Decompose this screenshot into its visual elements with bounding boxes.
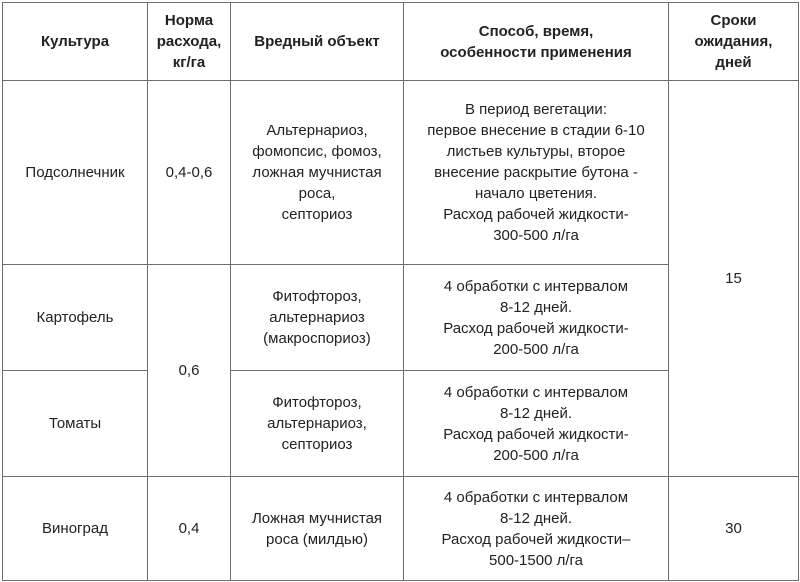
cell-rate: 0,4 bbox=[148, 477, 231, 581]
cell-method: 4 обработки с интервалом 8-12 дней. Расход рабочей жидкости- 200-500 л/га bbox=[404, 371, 669, 477]
cell-rate-merged: 0,6 bbox=[148, 265, 231, 477]
cell-culture: Картофель bbox=[3, 265, 148, 371]
cell-pest: Альтернариоз, фомопсис, фомоз, ложная мучнистая роса, септориоз bbox=[231, 81, 404, 265]
cell-culture: Виноград bbox=[3, 477, 148, 581]
header-pest: Вредный объект bbox=[231, 3, 404, 81]
cell-waiting-merged: 15 bbox=[669, 81, 799, 477]
header-rate: Норма расхода, кг/га bbox=[148, 3, 231, 81]
header-row bbox=[3, 3, 799, 81]
cell-method: 4 обработки с интервалом 8-12 дней. Расход рабочей жидкости– 500-1500 л/га bbox=[404, 477, 669, 581]
cell-culture: Подсолнечник bbox=[3, 81, 148, 265]
header-waiting: Сроки ожидания, дней bbox=[669, 3, 799, 81]
cell-pest: Ложная мучнистая роса (милдью) bbox=[231, 477, 404, 581]
cell-method: В период вегетации: первое внесение в стадии 6-10 листьев культуры, второе внесение раскрытие бутона - начало цветения. Расход рабочей жидкости- 300-500 л/га bbox=[404, 81, 669, 265]
cell-waiting: 30 bbox=[669, 477, 799, 581]
table-row bbox=[3, 477, 799, 581]
table-row bbox=[3, 81, 799, 265]
cell-culture: Томаты bbox=[3, 371, 148, 477]
pesticide-table bbox=[2, 2, 799, 581]
cell-pest: Фитофтороз, альтернариоз, септориоз bbox=[231, 371, 404, 477]
header-method: Способ, время, особенности применения bbox=[404, 3, 669, 81]
cell-pest: Фитофтороз, альтернариоз (макроспориоз) bbox=[231, 265, 404, 371]
cell-rate: 0,4-0,6 bbox=[148, 81, 231, 265]
cell-method: 4 обработки с интервалом 8-12 дней. Расход рабочей жидкости- 200-500 л/га bbox=[404, 265, 669, 371]
header-culture: Культура bbox=[3, 3, 148, 81]
